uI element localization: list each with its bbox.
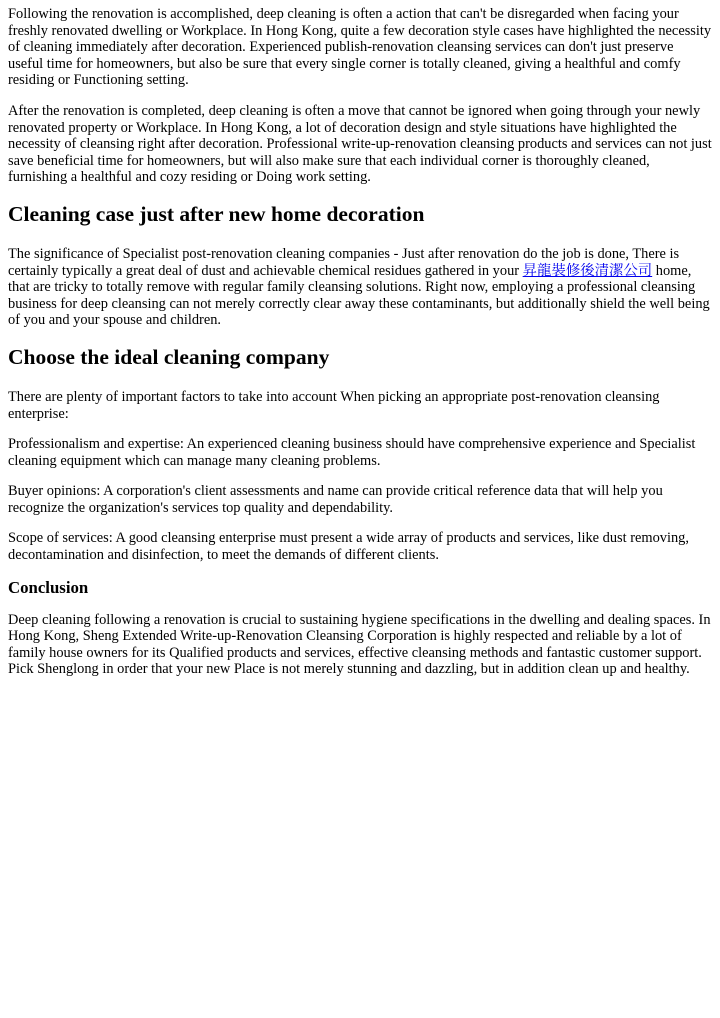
section-heading-cleaning-case: Cleaning case just after new home decoration [8,201,425,226]
intro-paragraph-1: Following the renovation is accomplished, deep cleaning is often a action that can't be disregarded when facing your freshly renovated dwelling or Workplace. In Hong Kong, quite a few decoration style cases have highlighted the necessity of cleaning immediately after decoration. Experienced publish-renovation cleansing services can don't just preserve useful time for homeowners, but also be sure that every single corner is totally cleaned, giving a healthful and comfy residing or Functioning setting. [8,6,712,89]
cleaning-case-text-before-link: The significance of Specialist post-renovation cleaning companies - Just after renovation do the job is done, There is certainly typically a great deal of dust and achievable chemical residues gathered in your [8,245,680,279]
cleaning-case-paragraph [8,246,712,329]
professionalism-paragraph: Professionalism and expertise: An experienced cleaning business should have comprehensive experience and Specialist cleaning equipment which can manage many cleaning problems. [8,436,696,469]
intro-paragraph-2: After the renovation is completed, deep cleaning is often a move that cannot be ignored when going through your newly renovated property or Workplace. In Hong Kong, a lot of decoration design and style situations have highlighted the necessity of cleansing right after decoration. Professional write-up-renovation cleansing products and services can not just save beneficial time for homeowners, but will also make sure that each individual corner is thoroughly cleaned, furnishing a healthful and cozy residing or Doing work setting. [8,102,712,186]
conclusion-heading: Conclusion [8,577,89,597]
scope-of-services-paragraph: Scope of services: A good cleansing enterprise must present a wide array of products and services, like dust removing, decontamination and disinfection, to meet the demands of different clients. [8,530,689,564]
company-link[interactable]: 昇龍裝修後清潔公司 [522,262,653,279]
conclusion-paragraph: Deep cleaning following a renovation is crucial to sustaining hygiene specifications in the dwelling and dealing spaces. In Hong Kong, Sheng Extended Write-up-Renovation Cleansing Corporation is highly respected and reliable by a lot of family house owners for its Qualified products and services, effective cleansing methods and fantastic customer support. Pick Shenglong in order that your new Place is not merely stunning and dazzling, but in addition clean up and healthy. [8,611,711,678]
cleaning-case-text-after-link: home, that are tricky to totally remove with regular family cleansing solutions. Right now, employing a professional cleansing business for deep cleansing can not merely correctly clear away these contaminants, but additionally shield the well being of you and your spouse and children. [8,262,710,329]
buyer-opinions-paragraph: Buyer opinions: A corporation's client assessments and name can provide critical reference data that will help you recognize the organization's services top quality and dependability. [8,483,663,516]
choose-company-intro-paragraph: There are plenty of important factors to take into account When picking an appropriate post-renovation cleansing enterprise: [8,388,660,422]
section-heading-choose-company: Choose the ideal cleaning company [8,344,330,369]
